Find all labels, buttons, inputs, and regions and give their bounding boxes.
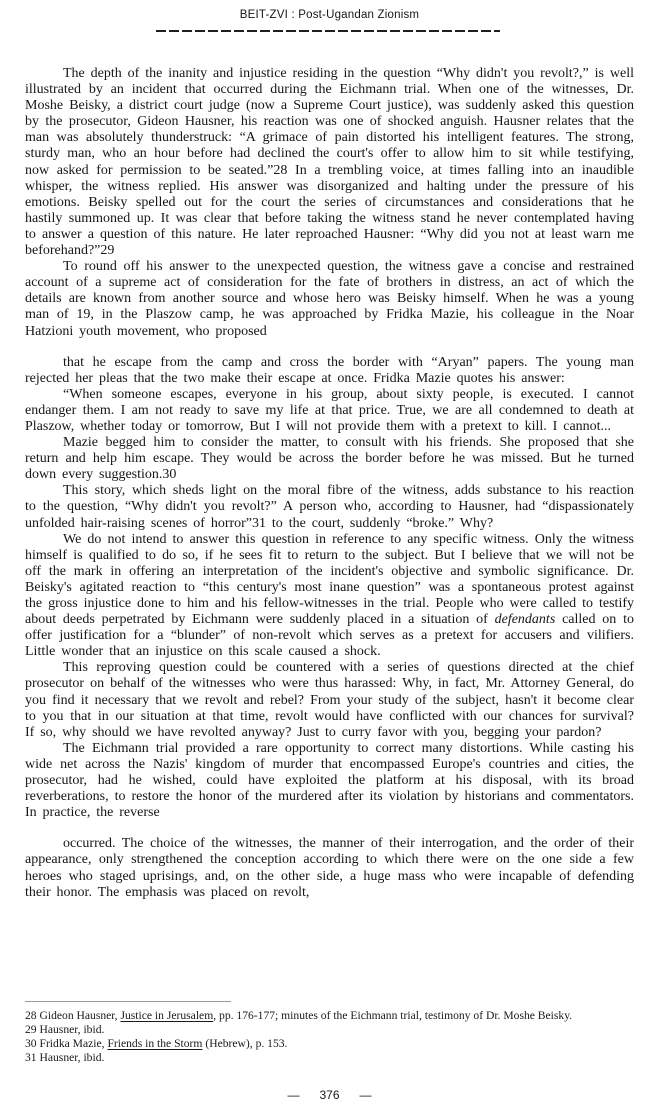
footnote-item: 31 Hausner, ibid. [25,1050,105,1064]
body-paragraph: Mazie begged him to consider the matter, to consult with his friends. She proposed that she return and help him escape. They would be across the border before he was missed. But he turned down every suggestion.30 [25,435,634,483]
body-paragraph: The depth of the inanity and injustice residing in the question “Why didn't you revolt?,” is well illustrated by an incident that occurred during the Eichmann trial. When one of the witnesses, Dr. Moshe Beisky, a district court judge (now a Supreme Court justice), was suddenly asked this question by the prosecutor, Gideon Hausner, his reaction was one of shocked anguish. Hausner relates that the man was absolutely thunderstruck: “A grimace of pain distorted his intelligent features. The strong, sturdy man, who an hour before had declined the court's offer to allow him to sit while testifying, now asked for permission to be seated.”28 In a trembling voice, at times falling into an inaudible whisper, the witness replied. His answer was disorganized and halting under the pressure of his emotions. Beisky spelled out for the court the series of circumstances and considerations that he hastily summoned up. It was clear that before taking the witness stand he never contemplated having to answer a question of this nature. He later reproached Hausner: “Why did you not at least warn me beforehand?”29 [25,66,634,259]
body-paragraph: This reproving question could be countered with a series of questions directed at the chief prosecutor on behalf of the witnesses who were thus harassed: Why, in fact, Mr. Attorney General, do you find it necessary that we revolt and rebel? From your study of the subject, hasn't it become clear to you that in our situation at that time, revolt would have conflicted with our chances for survival? If so, why should we have revolted anyway? Just to curry favor with you, begging your pardon? [25,660,634,740]
body-paragraph: To round off his answer to the unexpected question, the witness gave a concise and restrained account of a supreme act of consideration for the fate of brothers in distress, an act of which the details are known from another source and whose hero was Beisky himself. When he was a young man of 19, in the Plaszow camp, he was approached by Fridka Mazie, his colleague in the Noar Hatzioni youth movement, who proposed [25,259,634,339]
page-number: 376 [319,1088,340,1102]
body-paragraph: “When someone escapes, everyone in his group, about sixty people, is executed. I cannot endanger them. I am not ready to save my life at that price. True, we are all condemned to death at Plaszow, whether today or tomorrow, But I will not provide them with a pretext to kill. I cannot... [25,386,634,434]
footer-right-dash: — [359,1088,372,1102]
page-body [25,66,634,901]
footnote-separator-rule [25,1001,231,1002]
footnotes-block [25,1009,634,1065]
footer-left-dash: — [287,1088,300,1102]
body-paragraph: This story, which sheds light on the moral fibre of the witness, adds substance to his reaction to the question, “Why didn't you revolt?” A person who, according to Hausner, had “dispassionately unfolded hair-raising scenes of horror”31 to the court, suddenly “broke.” Why? [25,483,634,531]
footnote-item: 29 Hausner, ibid. [25,1022,105,1036]
body-paragraph: The Eichmann trial provided a rare opportunity to correct many distortions. While casting his wide net across the Nazis' kingdom of murder that encompassed Europe's countries and cities, the prosecutor, had he wished, could have exploited the platform at his disposal, with its broad reverberations, to restore the honor of the murdered after its violation by historians and commentators. In practice, the reverse [25,740,634,821]
body-paragraph: We do not intend to answer this question in reference to any specific witness. Only the witness himself is qualified to do so, if he sees fit to return to the subject. But I believe that we will not be off the mark in offering an interpretation of the incident's objective and symbolic significance. Dr. Beisky's agitated reaction to “this century's most inane question” was a spontaneous protest against the gross injustice done to him and his fellow-witnesses in the trial. People who were called to testify about deeds perpetrated by Eichmann were suddenly placed in a situation of defendants called on to offer justification for a “blunder” of non-revolt which serves as a pretext for accusers and vilifiers. Little wonder that an injustice on this scale caused a shock. [25,531,634,660]
running-head: BEIT-ZVI : Post-Ugandan Zionism [239,9,420,21]
body-paragraph: occurred. The choice of the witnesses, the manner of their interrogation, and the order of their appearance, only strengthened the conception according to which there were on the one side a few heroes who staged uprisings, and, on the other side, a huge mass who were incapable of defending their honor. The emphasis was placed on revolt, [25,836,634,900]
footnote-item: 30 Fridka Mazie, Friends in the Storm (Hebrew), p. 153. [25,1036,288,1050]
body-paragraph: that he escape from the camp and cross the border with “Aryan” papers. The young man rejected her pleas that the two make their escape at once. Fridka Mazie quotes his answer: [25,354,634,386]
header-dashed-rule [156,30,500,32]
page-footer [0,1088,659,1102]
footnote-item: 28 Gideon Hausner, Justice in Jerusalem, pp. 176-177; minutes of the Eichmann trial, testimony of Dr. Moshe Beisky. [25,1009,573,1022]
